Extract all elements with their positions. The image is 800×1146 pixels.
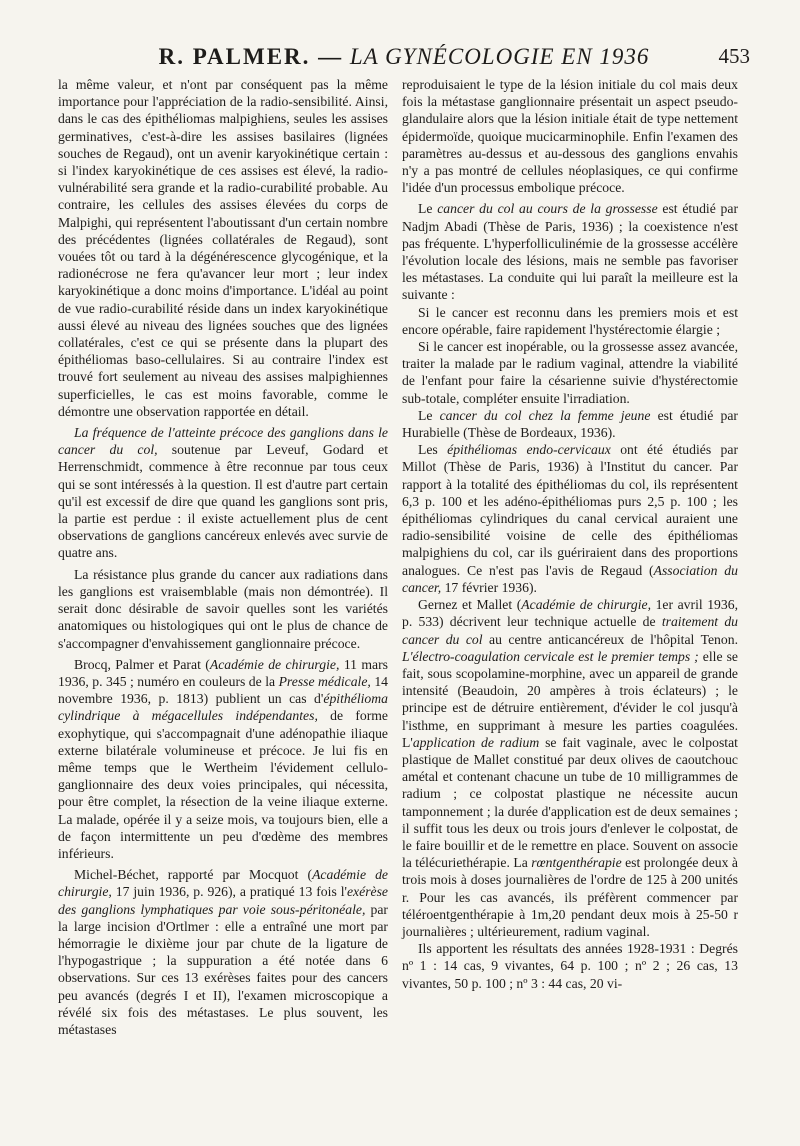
running-title-text: LA GYNÉCOLOGIE EN 1936 — [349, 44, 650, 69]
paragraph: Michel-Béchet, rapporté par Mocquot (Académie de chirurgie, 17 juin 1936, p. 926), a pratiqué 13 fois l'exérèse des ganglions lymphatiques par voie sous-péritonéale, par la large incision d'Ortlmer : elle a entraîné une mort par hémorragie le dixième jour par chute de la ligature de l'hypogastrique ; la suppuration a été notée dans 6 observations. Sur ces 13 exérèses faites pour des cancers peu avancés (degrés I et II), l'examen microscopique a révélé six fois des métastases. Le plus souvent, les métastases — [58, 867, 389, 1037]
paragraph: Le cancer du col chez la femme jeune est étudié par Hurabielle (Thèse de Bordeaux, 1936). — [402, 407, 738, 441]
paragraph: La résistance plus grande du cancer aux radiations dans les ganglions est vraisemblable (mais non démontrée). Il serait donc désirable de savoir quelles sont les variétés anatomiques ou histologiques qui ont le plus de chance de s'accompagner d'envahissement ganglionnaire précoce. — [58, 566, 388, 651]
right-column — [402, 76, 738, 992]
left-column — [58, 76, 388, 1038]
paragraph: Si le cancer est inopérable, ou la grossesse assez avancée, traiter la malade par le radium vaginal, attendre la viabilité de l'enfant pour faire la césarienne suivie d'hystérectomie sub-totale, compléter ensuite l'irradiation. — [402, 339, 738, 406]
paragraph: Ils apportent les résultats des années 1928-1931 : Degrés nº 1 : 14 cas, 9 vivantes, 64 p. 100 ; nº 2 ; 26 cas, 13 vivantes, 50 p. 100 ; nº 3 : 44 cas, 20 vi- — [402, 941, 738, 991]
paragraph: Le cancer du col au cours de la grossesse est étudié par Nadjm Abadi (Thèse de Paris, 1936) ; la coexistence n'est pas fréquente. L'hyperfolliculinémie de la grossesse accélère l'évolution locale des lésions, mais ne semble pas favoriser les métastases. La conduite qui lui paraît la meilleure est la suivante : — [402, 201, 739, 303]
running-title-author: R. PALMER. — — [158, 44, 344, 69]
paragraph: Si le cancer est reconnu dans les premiers mois et est encore opérable, faire rapidement l'hystérectomie élargie ; — [402, 304, 738, 337]
paragraph: reproduisaient le type de la lésion initiale du col mais deux fois la métastase ganglionnaire présentait un aspect pseudo-glandulaire alors que la lésion initiale était de type nettement épidermoïde, quoique mucicarminophile. Enfin l'examen des paramètres au-dessus et au-dessous des ganglions envahis n'y a pas montré de cellules néoplasiques, ce qui confirme l'idée d'un processus embolique précoce. — [402, 77, 738, 196]
paragraph: Gernez et Mallet (Académie de chirurgie, 1er avril 1936, p. 533) décrivent leur technique actuelle de traitement du cancer du col au centre anticancéreux de l'hôpital Tenon. L'électro-coagulation cervicale est le premier temps ; elle se fait, sous scopolamine-morphine, avec un appareil de grande intensité (Beaudoin, 20 ampères à trois éclateurs) ; le principe est de détruire entièrement, d'évider le col jusqu'à l'isthme, en supprimant à mesure les parties coagulées. L'application de radium se fait vaginale, avec le colpostat plastique de Mallet constitué par deux olives de caoutchouc amétal et contenant chacune un tube de 10 milligrammes de radium ; ce colpostat plastique ne nécessite aucun tamponnement ; la durée d'application est de deux semaines ; il suffit tous les deux ou trois jours d'enlever le colpostat, de le faire bouillir et de le remettre en place. Souvent on associe la télécuriethérapie. La rœntgenthérapie est prolongée deux à trois mois à doses journalières de l'ordre de 125 à 200 unités r. Pour les cas avancés, ils préfèrent commencer par téléroentgenthérapie à 1m,20 pendant deux mois à 25-50 r journalières ; ultérieurement, radium vaginal. — [402, 597, 739, 939]
paragraph: La fréquence de l'atteinte précoce des ganglions dans le cancer du col, soutenue par Leveuf, Godard et Herrenschmidt, commence à être reconnue par tous ceux qui se sont intéressés à la question. Il est d'autre part certain qu'il est excessif de dire que quand les ganglions sont pris, la partie est perdue : il existe actuellement plus de cent observations de ganglions cancéreux enlevés avec survie de quatre ans. — [58, 425, 388, 561]
paragraph: la même valeur, et n'ont par conséquent pas la même importance pour l'appréciation de la radio-sensibilité. Ainsi, dans le cas des épithéliomas malpighiens, seules les assises germinatives, c'est-à-dire les assises basilaires (lignées souches de Regaud), ont un avenir karyokinétique certain : si l'index karyokinétique de ces assises est élevé, la radio-vulnérabilité sera grande et la radio-curabilité probable. Au contraire, les cellules des assises élevées du corps de Malpighi, qui représentent l'aboutissant d'un certain nombre des précédentes (lignées collatérales de Regaud), sont vouées tôt ou tard à la dégénérescence glycogénique, et la radionécrose ne fera qu'avancer leur mort ; leur index karyokinétique a donc moins d'importance. L'idéal au point de vue radio-curabilité réside dans un index karyokinétique aussi élevé au niveau des lignées souches que des lignées collatérales, c'est ce qui se présente dans la plupart des épithéliomas baso-cellulaires. Si au contraire l'index est trouvé fort seulement au niveau des assises malpighiennes superficielles, le cas est moins favorable, comme le démontre une observation rapportée en détail. — [58, 77, 388, 419]
page-number: 453 — [718, 44, 750, 68]
paragraph: Brocq, Palmer et Parat (Académie de chirurgie, 11 mars 1936, p. 345 ; numéro en couleurs de la Presse médicale, 14 novembre 1936, p. 1813) publient un cas d'épithélioma cylindrique à mégacellules indépendantes, de forme exophytique, qui s'accompagnait d'une adénopathie iliaque externe bilatérale volumineuse et précoce. Je lui fis en même temps que le Wertheim l'évidement cellulo-ganglionnaire des deux voies principales, qui nécessita, pour être complet, la résection de la veine iliaque externe. La malade, opérée il y a seize mois, va toujours bien, elle a de façon intermittente un peu d'œdème des membres inférieurs. — [58, 656, 389, 861]
paragraph: Les épithéliomas endo-cervicaux ont été étudiés par Millot (Thèse de Paris, 1936) à l'Institut du cancer. Par rapport à la totalité des épithéliomas du col, ils représentent 6,3 p. 100 et les adéno-épithéliomas purs 2,5 p. 100 ; les épithéliomas cylindriques du canal cervical auraient une radio-sensibilité voisine de celle des épithéliomas malpighiens du col, car ils guériraient dans des proportions analogues. Ce n'est pas l'avis de Regaud (Association du cancer, 17 février 1936). — [402, 442, 738, 595]
running-title — [58, 44, 750, 70]
